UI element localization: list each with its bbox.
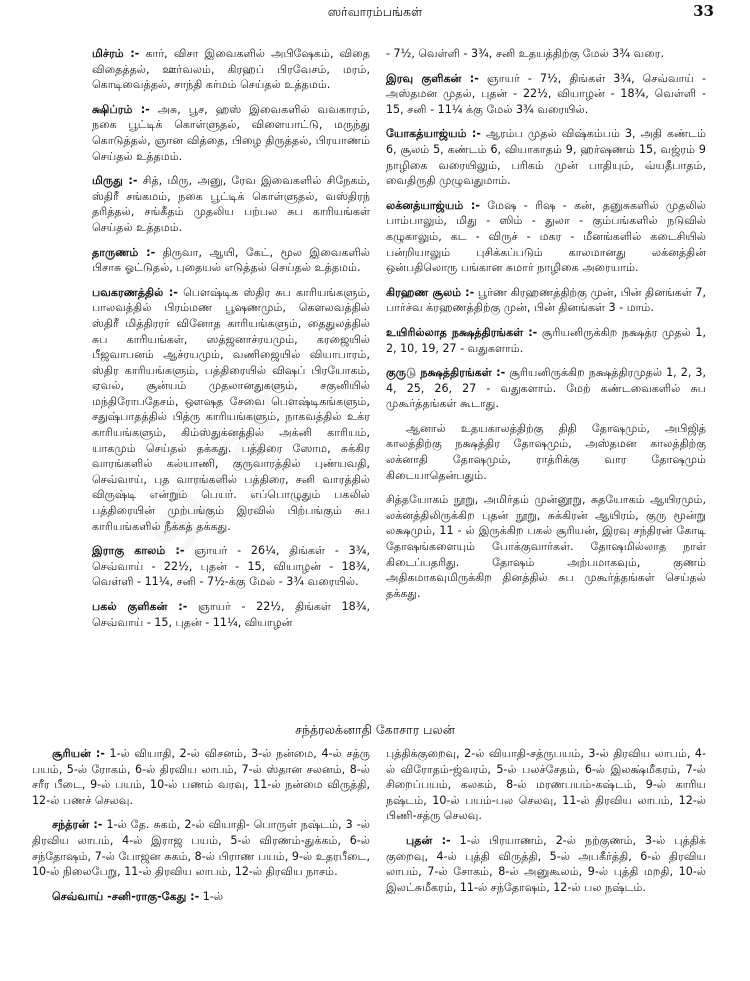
right-paragraph <box>386 492 706 601</box>
term-heading: மிருது :- <box>92 174 138 188</box>
term-heading: மிச்ரம் :- <box>92 47 140 60</box>
right-paragraph <box>386 198 706 276</box>
right-paragraph <box>386 365 706 412</box>
left-paragraph <box>92 102 370 164</box>
paragraph-body: அசு, பூச, ஹஸ் இவைகளில் வவகாரம், நகை பூட்டிக் கொள்ளுதல், விளையாட்டு, மருந்து கொடுத்தல், ஞான வித்தை, பிழை திருத்தல், பிரயாணம் செய்தல் உத்தமம். <box>92 102 370 163</box>
left-paragraph <box>92 599 370 630</box>
paragraph-body: பூர்ண கிரஹணத்திற்கு முன், பின் தினங்கள் 7, பார்ச்வ க்ரஹணத்திற்கு முன், பின் தினங்கள் 3 - மாம். <box>386 285 707 315</box>
planet-heading: சூரியன் :- <box>52 747 105 760</box>
paragraph-body: திருவா, ஆயி, கேட், மூல இவைகளில் பிசாசு ஓட்டுதல், புதையல் எடுத்தல் செய்தல் உத்தமம். <box>92 245 371 275</box>
page-number: 33 <box>693 2 714 20</box>
term-heading: இரவு குளிகன் :- <box>386 71 479 85</box>
paragraph-body: மேஷ - ரிஷ - கன், தனுசுகளில் முதலில் பாம்பாலும், மிது - ஸிம் - துலா - கும்பங்களில் நடுவில் கழுகாலும், கட - விருச் - மகர - மீனங்களில் கடைசியில் பன்றியாலும் புசிக்கப்படும் காலமானது லக்னத்தின் ஒன்பதிலொரு பங்கான சுமார் நாழிகை அரையாம். <box>386 198 706 275</box>
paragraph-body: பௌஷ்டிக ஸ்திர சுப காரியங்களும், பாலவத்தில் பிரம்மண பூஷணமும், கௌலவத்தில் ஸ்திரீ மித்திரரர் வினோத காரியங்களும், தைதுலத்தில் சுப காரியங்கள், ஸத்ஜனாச்ரயமும், கரஜையில் பீஜவாபனம் ஆச்ரயமும், வணிஜையில் வியாபாரம், ஸ்திர காரியங்களும், பத்திரையில் விஷப் பிரயோகம், ஏவல், சூன்யம் முதலானதுகளும், சகுனியில் மந்திரோபதேசம், ஔஷத சேவை பௌஷ்டிகங்களும், சதுஷ்பாதத்தில் பித்ரு காரியங்களும், நாகவத்தில் உக்ர காரியங்களும், கிம்ஸ்துக்னத்தில் அக்னி காரியம், யாகமும் செய்தல் தக்கது. பத்திரை ஸோம, சுக்கிர வாரங்களில் கல்யாணி, குருவாரத்தில் புண்யவதி, செவ்வாய், புத வாரங்களில் பத்திரை, சனி வாரத்தில் விருஷ்டி என்றும் பெயர். எப்பொழுதும் பகலில் பத்திரையின் முற்பங்கும் இரவில் பிற்பங்கும் சுப காரியங்களில் நீக்கத் தக்கது. <box>92 285 370 533</box>
bottom-left-column <box>32 746 370 913</box>
bottom-right-paragraph <box>386 746 706 824</box>
paragraph-body: 1-ல் <box>202 889 224 903</box>
paragraph-body: சித்தயோகம் நூறு, அமிர்தம் முன்னூறு, சுதயோகம் ஆயிரமும், லக்னத்திலிருக்கிற புதன் நூறு, சுக்கிரன் ஆயிரம், குரு மூன்று லக்ஷமும், 11 - ல் இருக்கிற பகல் சூரியன், இரவு சந்திரன் கோடி தோஷங்களையும் போக்குவார்கள். தோஷமில்லாத நாள் கிடைப்பதரிது. தோஷம் அற்பமாகவும், குணம் அதிகமாகவுமிருக்கிற தினத்தில் சுப முகூர்த்தங்கள் செய்தல் தக்கது. <box>386 493 706 600</box>
paragraph-body: கார், விசா இவைகளில் அபிஷேகம், விதை விதைத்தல், ஊர்வலம், கிரஹப் பிரவேசம், மரம், கொடிவைத்தல், சாந்தி கர்மம் செய்தல் உத்தமம். <box>92 47 370 92</box>
term-heading: இராகு காலம் :- <box>92 544 185 558</box>
paragraph-body: புத்திக்குறைவு, 2-ல் வியாதி-சத்ருபயம், 3-ல் திரவிய லாபம், 4-ல் விரோதம்-ஜ்வரம், 5-ல் பலச்சேதம், 6-ல் இலக்ஷ்மீகரம், 7-ல் சிறைப்பயம், கலகம், 8-ல் மரணபயம்-கஷ்டம், 9-ல் காரிய நஷ்டம், 10-ல் பயம்-பல செலவு, 11-ல் திரவிய லாபம், 12-ல் பிணி-சத்ரு செலவு. <box>386 747 706 823</box>
right-paragraph <box>386 325 706 356</box>
paragraph-body: 1-ல் பிரயாணம், 2-ல் நற்குணம், 3-ல் புத்திக் குறைவு, 4-ல் புத்தி விருத்தி, 5-ல் அபகீர்த்தி, 6-ல் திரவிய லாபம், 7-ல் சோகம், 8-ல் அனுகூலம், 9-ல் புத்தி மறதி, 10-ல் இலட்சுமீகரம், 11-ல் சந்தோஷம், 12-ல் பல நஷ்டம். <box>386 833 706 894</box>
right-paragraph <box>386 285 706 316</box>
term-heading: உயிரில்லாத நக்ஷத்திரங்கள் :- <box>386 325 538 339</box>
paragraph-body: 1-ல் வியாதி, 2-ல் விசனம், 3-ல் நன்மை, 4-ல் சத்ரு பயம், 5-ல் ரோகம், 6-ல் திரவிய லாபம், 7-ல் ஸ்தான சலனம், 8-ல் சரீர பீடை, 9-ல் பயம், 10-ல் பணம் வரவு, 11-ல் நன்மை விருத்தி, 12-ல் பணச் செலவு. <box>32 747 371 807</box>
paragraph-body: ஞாயர் - 22½, திங்கள் 18¾, செவ்வாய் - 15, புதன் - 11¼, வியாழன் <box>92 600 371 629</box>
paragraph-body: ஞாயர் - 7½, திங்கள் 3¾, செவ்வாய் - அஸ்தமன முதல், புதன் - 22½, வியாழன் - 18¾, வெள்ளி - 15, சனி - 11¼ க்கு மேல் 3¾ வரையில். <box>386 71 706 116</box>
left-paragraph <box>92 173 370 235</box>
term-heading: லக்னத்யாஜ்யம் :- <box>386 198 480 212</box>
term-heading: கிரஹண சூலம் :- <box>386 285 475 299</box>
paragraph-body: சூரியனிருக்கிற நக்ஷத்ர முதல் 1, 2, 10, 19, 27 - வதுகளாம். <box>386 325 707 355</box>
left-paragraph <box>92 46 370 93</box>
planet-heading: செவ்வாய் -சனி-ராகு-கேது :- <box>52 889 200 903</box>
paragraph-body: - 7½, வெள்ளி - 3¾, சனி உதயத்திற்கு மேல் 3¾ வரை. <box>386 47 665 60</box>
bottom-left-paragraph <box>32 817 370 879</box>
term-heading: பவகரணத்தில் :- <box>92 285 178 299</box>
right-paragraph <box>386 46 706 62</box>
running-header-title: ஸர்வாரம்பங்கள் <box>327 4 423 19</box>
paragraph-body: சூரியனிருக்கிற நக்ஷத்திரமுதல் 1, 2, 3, 4, 25, 26, 27 - வதுகளாம். மேற் கண்டவைகளில் சுப முகூர்த்தங்கள் கூடாது. <box>386 366 706 411</box>
planet-heading: சந்த்ரன் :- <box>52 818 103 832</box>
planet-heading: புதன் :- <box>406 833 451 847</box>
right-paragraph <box>386 421 706 483</box>
paragraph-body: 1-ல் தே. சுகம், 2-ல் வியாதி- பொருள் நஷ்டம், 3 -ல் திரவிய லாபம், 4-ல் இராஜ பயம், 5-ல் விரணம்-துக்கம், 6-ல் சந்தோஷம், 7-ல் போஜன சுகம், 8-ல் பிராண பயம், 9-ல் உதரபீடை, 10-ல் நிலைபேறு, 11-ல் திரவிய லாபம், 12-ல் திரவிய நாசம். <box>32 818 370 879</box>
term-heading: தாருணம் :- <box>92 245 156 259</box>
section-title: சந்த்ரலக்னாதி கோசார பலன் <box>295 722 455 737</box>
term-heading: க்ஷிப்ரம் :- <box>92 102 150 116</box>
right-paragraph <box>386 126 706 188</box>
term-heading: குருடு நக்ஷத்திரங்கள் :- <box>386 366 506 380</box>
paragraph-body: ஆரம்ப முதல் விஷ்கம்பம் 3, அதி கண்டம் 6, சூலம் 5, கண்டம் 6, வியாகாதம் 9, ஹர்ஷணம் 15, வஜ்ரம் 9 நாழிகை வரையிலும், பரிகம் முன் பாதியும், வ்யதீபாதம், வைதிருதி முழுவதுமாம். <box>386 127 706 188</box>
bottom-left-paragraph <box>32 889 370 905</box>
right-column <box>386 46 706 610</box>
left-paragraph <box>92 245 370 276</box>
paragraph-body: ஞாயர் - 26¼, திங்கள் - 3¾, செவ்வாய் - 22½, புதன் - 15, வியாழன் - 18¾, வெள்ளி - 11¼, சனி - 7½-க்கு மேல் - 3¾ வரையில். <box>92 544 370 589</box>
paragraph-body: ஆனால் உதயகாலத்திற்கு திதி தோஷமும், அபிஜித் காலத்திற்கு நக்ஷத்திர தோஷமும், அஸ்தமன காலத்திற்கு லக்னாதி தோஷமும், ராத்ரிக்கு வார தோஷமும் கிடையாதென்பதும். <box>386 421 706 482</box>
bottom-right-paragraph <box>386 833 706 895</box>
term-heading: பகல் குளிகன் :- <box>92 600 188 613</box>
left-paragraph <box>92 543 370 590</box>
term-heading: யோகத்யாஜ்யம் :- <box>386 127 481 141</box>
bottom-left-paragraph <box>32 746 370 808</box>
left-paragraph <box>92 285 370 535</box>
paragraph-body: சித், மிரு, அனு, ரேவ இவைகளில் சிநேகம், ஸ்திரீ சங்கமம், நகை பூட்டிக் கொள்ளுதல், வஸ்திரந் தரித்தல், சங்கீதம் முதலிய பற்பல சுப காரியங்கள் செய்தல் உத்தமம். <box>92 174 370 234</box>
right-paragraph <box>386 71 706 118</box>
left-column <box>92 46 370 639</box>
bottom-right-column <box>386 746 706 904</box>
